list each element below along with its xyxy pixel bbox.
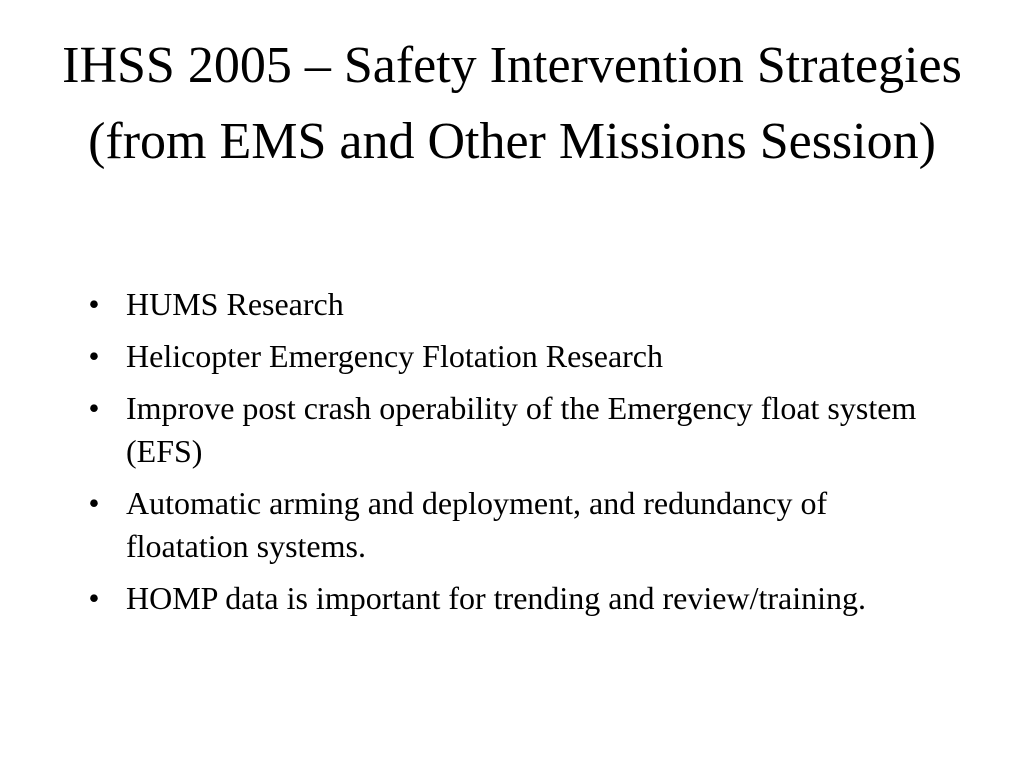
bullet-icon: • — [88, 286, 100, 322]
bullet-text: Helicopter Emergency Flotation Research — [126, 338, 663, 374]
bullet-icon: • — [88, 580, 100, 616]
bullet-item-homp — [84, 577, 944, 620]
bullet-text: Automatic arming and deployment, and redundancy of floatation systems. — [126, 485, 828, 564]
bullet-item-flotation — [84, 335, 944, 378]
slide-title: IHSS 2005 – Safety Intervention Strategies (from EMS and Other Missions Session) — [62, 37, 962, 170]
bullet-list — [84, 283, 944, 629]
bullet-text: Improve post crash operability of the Emergency float system (EFS) — [126, 390, 917, 469]
bullet-icon: • — [88, 485, 100, 521]
bullet-icon: • — [88, 338, 100, 374]
bullet-item-hums — [84, 283, 944, 326]
bullet-item-efs — [84, 387, 944, 473]
bullet-text: HOMP data is important for trending and review/training. — [126, 580, 866, 616]
bullet-text: HUMS Research — [126, 286, 344, 322]
bullet-item-arming — [84, 482, 944, 568]
bullet-icon: • — [88, 390, 100, 426]
